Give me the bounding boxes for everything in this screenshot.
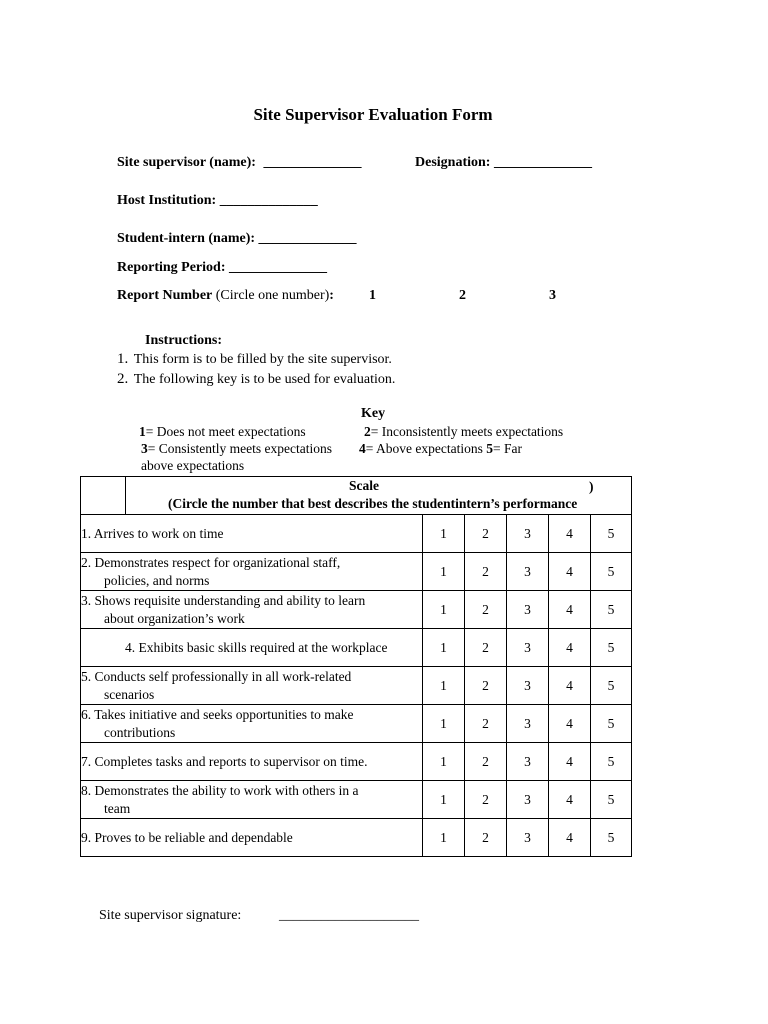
- rating-option[interactable]: 1: [423, 667, 465, 705]
- rating-option[interactable]: 1: [423, 781, 465, 819]
- host-institution-label: Host Institution:: [117, 193, 217, 208]
- rating-option[interactable]: 5: [591, 819, 632, 857]
- criterion-cell: [81, 553, 423, 591]
- rating-option[interactable]: 4: [549, 515, 591, 553]
- table-row: [81, 667, 632, 705]
- instruction-number: 2.: [117, 371, 129, 387]
- rating-option[interactable]: 5: [591, 553, 632, 591]
- report-option-3[interactable]: 3: [549, 288, 556, 303]
- designation-label: Designation:: [415, 155, 491, 170]
- rating-option[interactable]: 4: [549, 667, 591, 705]
- key-text: = Does not meet expectations: [145, 424, 306, 439]
- host-institution-field: [117, 193, 318, 209]
- rating-option[interactable]: 2: [465, 705, 507, 743]
- criterion-text: 6. Takes initiative and seeks opportunities to make: [81, 706, 354, 722]
- table-row: [81, 553, 632, 591]
- scale-instruction: (Circle the number that best describes the studentintern’s performance: [168, 496, 578, 511]
- rating-option[interactable]: 2: [465, 781, 507, 819]
- designation-blank[interactable]: ______________: [493, 155, 592, 170]
- rating-option[interactable]: 1: [423, 819, 465, 857]
- rating-option[interactable]: 3: [507, 667, 549, 705]
- host-institution-blank[interactable]: ______________: [219, 193, 318, 208]
- criterion-text: 7. Completes tasks and reports to supervisor on time.: [81, 753, 368, 769]
- rating-option[interactable]: 3: [507, 819, 549, 857]
- criterion-text: 4. Exhibits basic skills required at the workplace: [125, 639, 388, 655]
- criterion-text-continued: about organization’s work: [104, 610, 245, 626]
- key-item-1: [139, 424, 306, 440]
- rating-option[interactable]: 2: [465, 629, 507, 667]
- report-option-1[interactable]: 1: [369, 288, 376, 303]
- student-intern-blank[interactable]: ______________: [258, 231, 357, 246]
- rating-option[interactable]: 4: [549, 705, 591, 743]
- key-text: = Inconsistently meets expectations: [370, 424, 564, 439]
- rating-option[interactable]: 5: [591, 629, 632, 667]
- reporting-period-blank[interactable]: ______________: [228, 260, 327, 275]
- criterion-text: 9. Proves to be reliable and dependable: [81, 829, 293, 845]
- rating-option[interactable]: 3: [507, 515, 549, 553]
- key-text: = Far: [492, 441, 522, 456]
- criterion-cell: [81, 629, 423, 667]
- instruction-text: This form is to be filled by the site supervisor.: [133, 352, 392, 367]
- key-number: 1: [139, 424, 146, 439]
- criterion-text-continued: team: [104, 800, 131, 816]
- rating-option[interactable]: 1: [423, 705, 465, 743]
- criterion-text: 5. Conducts self professionally in all work-related: [81, 668, 352, 684]
- reporting-period-label: Reporting Period:: [117, 260, 226, 275]
- rating-option[interactable]: 3: [507, 743, 549, 781]
- key-item-4-5: [359, 441, 522, 457]
- criterion-cell: [81, 591, 423, 629]
- report-number-label: Report Number: [117, 288, 213, 303]
- key-item-3: [141, 441, 332, 457]
- table-header-row: [81, 477, 632, 515]
- key-number: 5: [486, 441, 493, 456]
- criterion-text: 1. Arrives to work on time: [81, 525, 224, 541]
- key-text: = Above expectations: [365, 441, 483, 456]
- table-row: [81, 819, 632, 857]
- instruction-number: 1.: [117, 351, 129, 367]
- supervisor-name-blank[interactable]: ______________: [263, 155, 362, 170]
- rating-option[interactable]: 5: [591, 667, 632, 705]
- rating-option[interactable]: 3: [507, 781, 549, 819]
- rating-option[interactable]: 2: [465, 819, 507, 857]
- table-row: [81, 781, 632, 819]
- designation-field: [415, 155, 592, 171]
- rating-option[interactable]: 4: [549, 781, 591, 819]
- criterion-cell: [81, 705, 423, 743]
- rating-option[interactable]: 3: [507, 591, 549, 629]
- table-row: [81, 515, 632, 553]
- criterion-text: 8. Demonstrates the ability to work with others in a: [81, 782, 359, 798]
- signature-blank[interactable]: ____________________: [279, 908, 419, 923]
- table-row: [81, 591, 632, 629]
- signature-label: Site supervisor signature:: [99, 908, 242, 923]
- table-row: [81, 705, 632, 743]
- rating-option[interactable]: 3: [507, 629, 549, 667]
- rating-option[interactable]: 5: [591, 591, 632, 629]
- evaluation-table: [80, 476, 632, 857]
- rating-option[interactable]: 1: [423, 629, 465, 667]
- rating-option[interactable]: 2: [465, 515, 507, 553]
- supervisor-name-field: [117, 155, 361, 171]
- rating-option[interactable]: 5: [591, 781, 632, 819]
- key-item-5-continuation: above expectations: [141, 458, 245, 473]
- reporting-period-field: [117, 260, 327, 276]
- criterion-cell: [81, 819, 423, 857]
- criterion-cell: [81, 743, 423, 781]
- instruction-item: [117, 371, 395, 388]
- table-row: [81, 629, 632, 667]
- criterion-text-continued: scenarios: [104, 686, 155, 702]
- rating-option[interactable]: 2: [465, 743, 507, 781]
- rating-option[interactable]: 2: [465, 591, 507, 629]
- student-intern-field: [117, 231, 357, 247]
- rating-option[interactable]: 1: [423, 515, 465, 553]
- criterion-text: 2. Demonstrates respect for organizational staff,: [81, 554, 341, 570]
- criterion-cell: [81, 515, 423, 553]
- rating-option[interactable]: 4: [549, 743, 591, 781]
- rating-option[interactable]: 2: [465, 553, 507, 591]
- rating-option[interactable]: 4: [549, 553, 591, 591]
- student-intern-label: Student-intern (name):: [117, 231, 256, 246]
- rating-option[interactable]: 5: [591, 515, 632, 553]
- report-number-field: [117, 288, 334, 304]
- rating-option[interactable]: 3: [507, 553, 549, 591]
- rating-option[interactable]: 1: [423, 553, 465, 591]
- key-item-2: [364, 424, 563, 440]
- header-divider: [125, 477, 126, 514]
- rating-option[interactable]: 4: [549, 819, 591, 857]
- rating-option[interactable]: 5: [591, 705, 632, 743]
- rating-option[interactable]: 2: [465, 667, 507, 705]
- form-title: Site Supervisor Evaluation Form: [253, 105, 493, 124]
- key-number: 3: [141, 441, 148, 456]
- key-text: = Consistently meets expectations: [147, 441, 332, 456]
- rating-option[interactable]: 4: [549, 629, 591, 667]
- rating-option[interactable]: 4: [549, 591, 591, 629]
- table-row: [81, 743, 632, 781]
- scale-label: Scale: [349, 478, 379, 493]
- instruction-item: [117, 351, 392, 368]
- criterion-cell: [81, 781, 423, 819]
- key-number: 2: [364, 424, 371, 439]
- supervisor-name-label: Site supervisor (name):: [117, 155, 256, 170]
- rating-option[interactable]: 1: [423, 591, 465, 629]
- criterion-text-continued: contributions: [104, 724, 176, 740]
- report-number-hint: (Circle one number): [215, 288, 330, 303]
- rating-option[interactable]: 5: [591, 743, 632, 781]
- report-option-2[interactable]: 2: [459, 288, 466, 303]
- instructions-heading: Instructions:: [145, 333, 223, 348]
- criterion-cell: [81, 667, 423, 705]
- key-heading: Key: [361, 406, 386, 421]
- rating-option[interactable]: 3: [507, 705, 549, 743]
- criterion-text: 3. Shows requisite understanding and ability to learn: [81, 592, 366, 608]
- rating-option[interactable]: 1: [423, 743, 465, 781]
- table-header: [81, 477, 632, 515]
- scale-paren: ): [589, 479, 594, 494]
- instruction-text: The following key is to be used for evaluation.: [133, 372, 396, 387]
- report-number-colon: :: [329, 288, 334, 303]
- key-number: 4: [359, 441, 366, 456]
- criterion-text-continued: policies, and norms: [104, 572, 210, 588]
